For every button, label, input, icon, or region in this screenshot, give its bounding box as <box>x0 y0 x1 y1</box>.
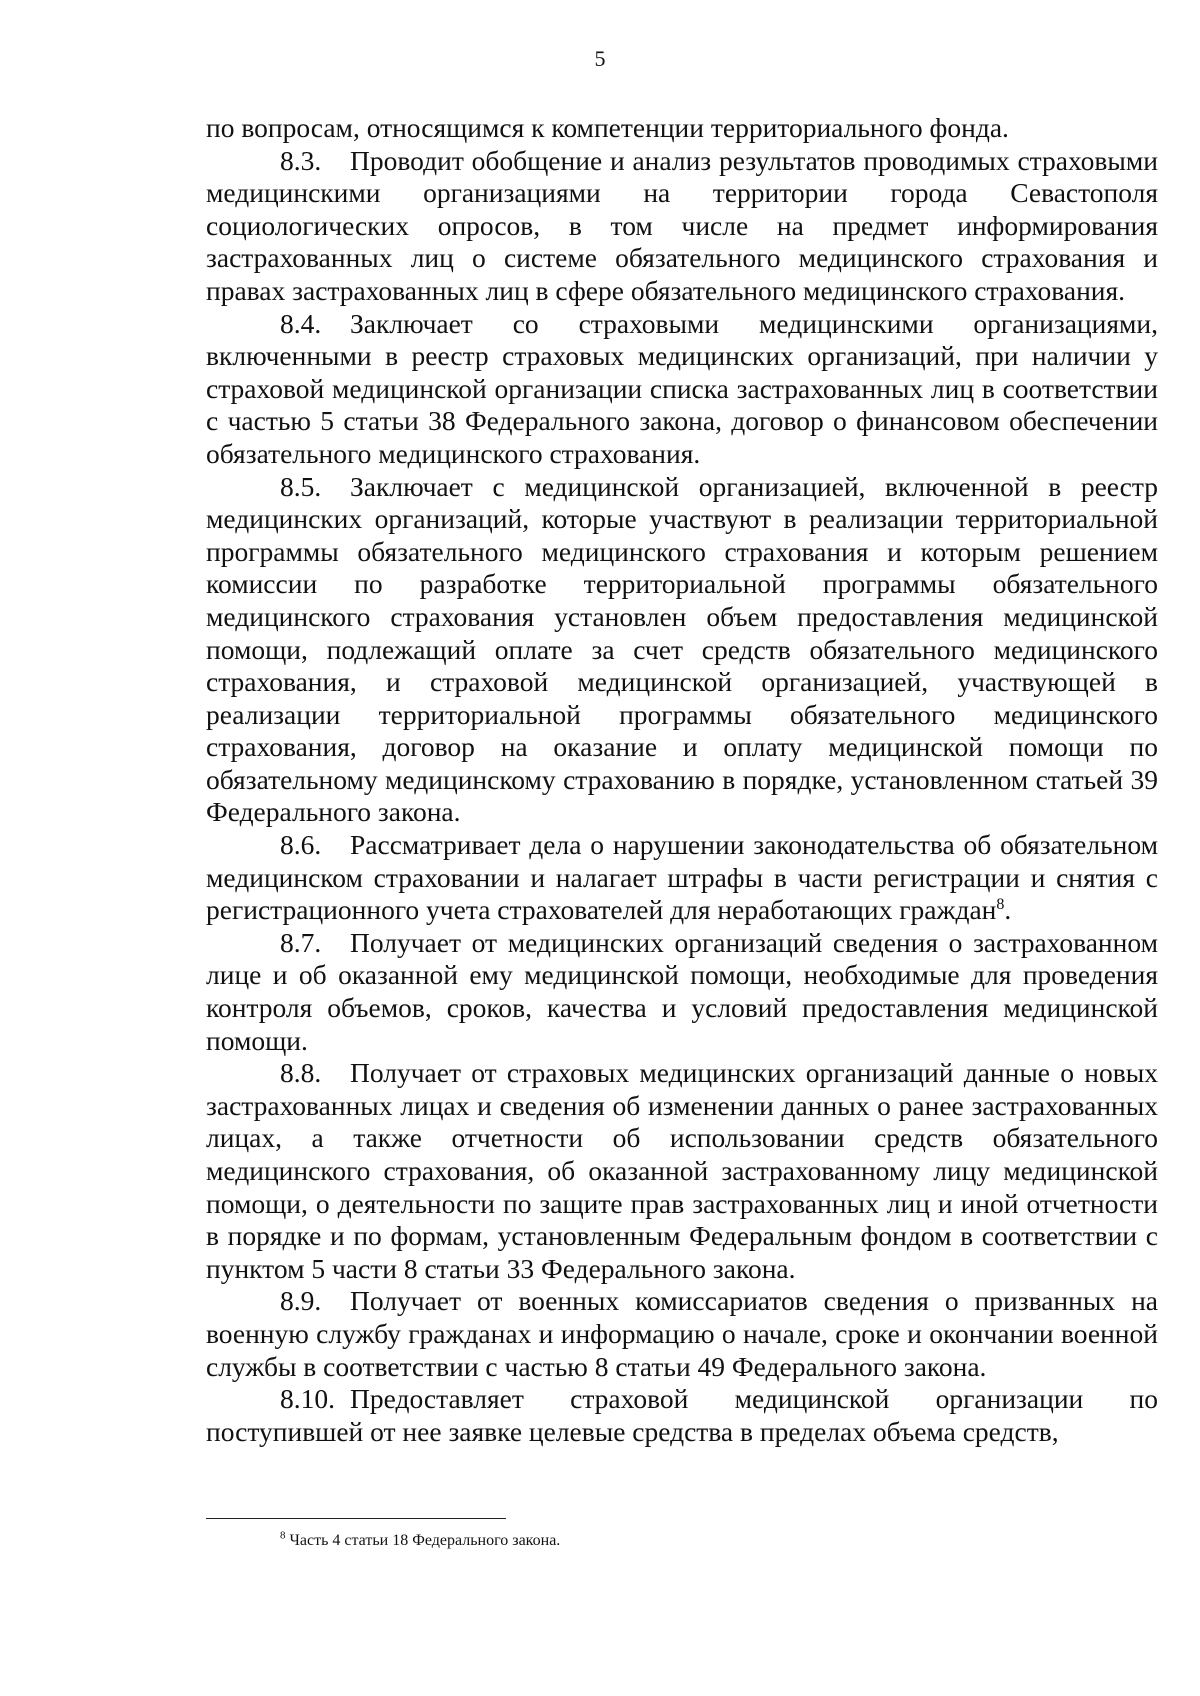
clause-text: Заключает с медицинской организацией, включенной в реестр медицинских организаций, которые участвуют в реализации территориальной программы обязательного медицинского страхования и которым решением комиссии по разработке территориальной программы обязательного медицинского страхования установлен объем предоставления медицинской помощи, подлежащий оплате за счет средств обязательного медицинского страхования, и страховой медицинской организацией, участвующей в реализации территориальной программы обязательного медицинского страхования, договор на оказание и оплату медицинской помощи по обязательному медицинскому страхованию в порядке, установленном статьей 39 Федерального закона. <box>206 470 1158 828</box>
footnote-text: Часть 4 статьи 18 Федерального закона. <box>289 1532 561 1549</box>
clause-number: 8.10. <box>280 1383 335 1415</box>
clause-number: 8.9. <box>280 1285 322 1317</box>
lead-paragraph: по вопросам, относящимся к компетенции территориального фонда. <box>206 112 1009 143</box>
footnote-divider <box>206 1518 506 1519</box>
page-number: 5 <box>594 46 606 71</box>
clause-8-10 <box>206 1383 1158 1448</box>
clause-number: 8.6. <box>280 829 322 861</box>
document-body <box>206 112 1158 1448</box>
footnote <box>280 1530 560 1552</box>
clause-text: Получает от военных комиссариатов сведения о призванных на военную службу гражданах и информацию о начале, сроке и окончании военной службы в соответствии с частью 8 статьи 49 Федерального закона. <box>206 1285 1158 1382</box>
clause-text: Рассматривает дела о нарушении законодательства об обязательном медицинском страховании и налагает штрафы в части регистрации и снятия с регистрационного учета страхователей для неработающих граждан <box>206 829 1158 926</box>
clause-8-8 <box>206 1057 1158 1285</box>
clause-number: 8.7. <box>280 926 322 958</box>
clause-text: Получает от страховых медицинских организаций данные о новых застрахованных лицах и сведения об изменении данных о ранее застрахованных лицах, а также отчетности об использовании средств обязательного медицинского страхования, об оказанной застрахованному лицу медицинской помощи, о деятельности по защите прав застрахованных лиц и иной отчетности в порядке и по формам, установленным Федеральным фондом в соответствии с пунктом 5 части 8 статьи 33 Федерального закона. <box>206 1057 1158 1284</box>
clause-text: Получает от медицинских организаций сведения о застрахованном лице и об оказанной ему медицинской помощи, необходимые для проведения контроля объемов, сроков, качества и условий предоставления медицинской помощи. <box>206 926 1158 1056</box>
clause-number: 8.8. <box>280 1057 322 1089</box>
clause-8-4 <box>206 308 1158 471</box>
clause-number: 8.5. <box>280 470 322 502</box>
clause-text: Проводит обобщение и анализ результатов проводимых страховыми медицинскими организациями на территории города Севастополя социологических опросов, в том числе на предмет информирования застрахованных лиц о системе обязательного медицинского страхования и правах застрахованных лиц в сфере обязательного медицинского страхования. <box>206 144 1158 306</box>
clause-number: 8.4. <box>280 307 322 339</box>
clause-number: 8.3. <box>280 144 322 176</box>
clause-8-6 <box>206 829 1158 927</box>
footnote-marker: 8 <box>280 1529 286 1542</box>
clause-8-9 <box>206 1285 1158 1383</box>
clause-text-tail: . <box>1004 894 1012 926</box>
clause-8-7 <box>206 927 1158 1057</box>
clause-8-5 <box>206 471 1158 830</box>
footnote-reference[interactable]: 8 <box>996 896 1005 914</box>
clause-text: Заключает со страховыми медицинскими организациями, включенными в реестр страховых медицинских организаций, при наличии у страховой медицинской организации списка застрахованных лиц в соответствии с частью 5 статьи 38 Федерального закона, договор о финансовом обеспечении обязательного медицинского страхования. <box>206 307 1158 469</box>
clause-8-3 <box>206 145 1158 308</box>
clause-text: Предоставляет страховой медицинской организации по поступившей от нее заявке целевые средства в пределах объема средств, <box>206 1383 1158 1447</box>
